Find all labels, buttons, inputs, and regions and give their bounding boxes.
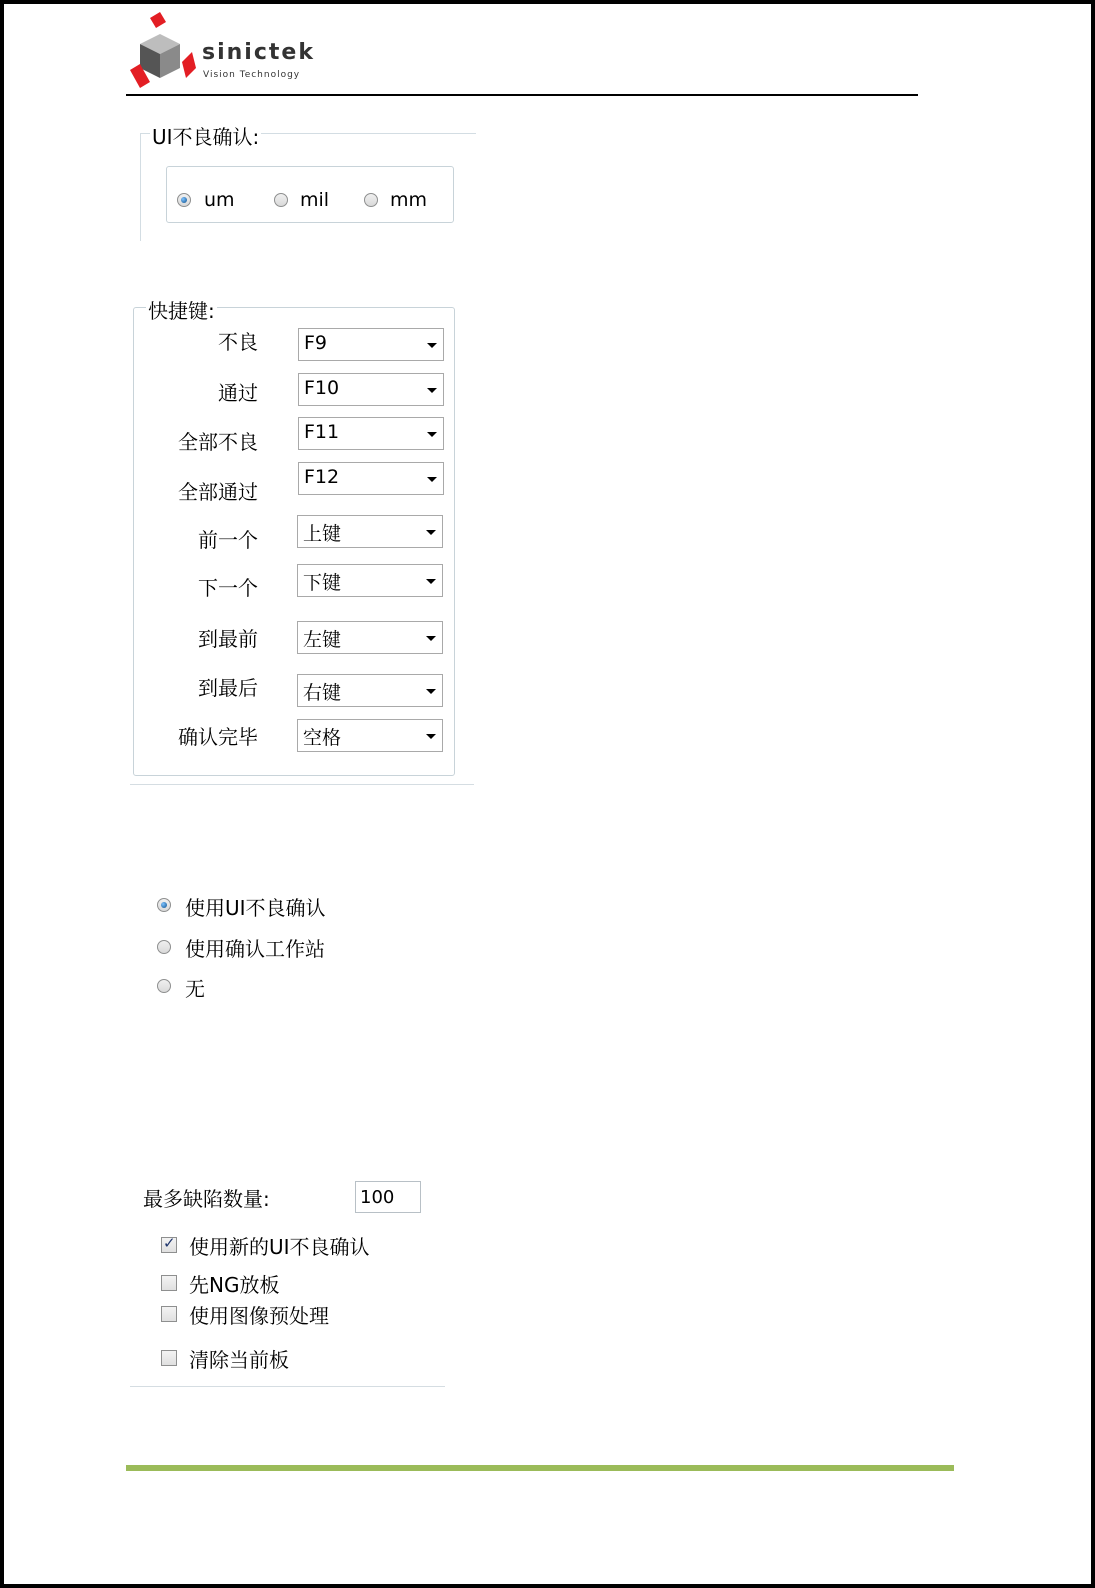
- chevron-down-icon: [427, 343, 437, 348]
- options-divider: [130, 1386, 445, 1387]
- chevron-down-icon: [426, 689, 436, 694]
- shortcut-ng-value: F9: [304, 332, 328, 354]
- mode-ui-confirm-radio[interactable]: [157, 898, 171, 912]
- shortcut-last-select[interactable]: [297, 674, 443, 707]
- chevron-down-icon: [427, 388, 437, 393]
- unit-mm-label: mm: [390, 189, 428, 211]
- max-defects-label: 最多缺陷数量:: [143, 1187, 270, 1211]
- chevron-down-icon: [427, 432, 437, 437]
- shortcut-first-select[interactable]: [297, 621, 443, 654]
- mode-ui-confirm-label: 使用UI不良确认: [185, 896, 326, 920]
- ng-release-first-label: 先NG放板: [189, 1273, 280, 1297]
- shortcut-all-pass-select[interactable]: [298, 462, 444, 495]
- shortcut-next-value: 下键: [303, 572, 342, 594]
- chevron-down-icon: [426, 636, 436, 641]
- clear-current-board-checkbox[interactable]: [161, 1350, 177, 1366]
- brand-name: sinictek: [202, 40, 315, 65]
- mode-none-radio[interactable]: [157, 979, 171, 993]
- shortcut-first-value: 左键: [303, 629, 342, 651]
- shortcut-label-last: 到最后: [198, 676, 258, 700]
- chevron-down-icon: [426, 734, 436, 739]
- use-new-ui-confirm-checkbox[interactable]: [161, 1237, 177, 1253]
- clear-current-board-label: 清除当前板: [189, 1348, 289, 1372]
- unit-mil-radio[interactable]: [274, 193, 288, 207]
- shortcut-label-next: 下一个: [198, 576, 258, 600]
- shortcut-all-ng-value: F11: [304, 421, 340, 443]
- shortcut-label-all-pass: 全部通过: [178, 480, 258, 504]
- shortcut-pass-select[interactable]: [298, 373, 444, 406]
- shortcut-label-pass: 通过: [218, 381, 258, 405]
- sinictek-logo: [130, 12, 315, 92]
- shortcut-label-all-ng: 全部不良: [178, 430, 258, 454]
- header-divider: [126, 94, 918, 96]
- shortcut-label-confirm: 确认完毕: [178, 725, 258, 749]
- mode-workstation-radio[interactable]: [157, 940, 171, 954]
- shortcut-label-ng: 不良: [218, 330, 258, 354]
- unit-mm-radio[interactable]: [364, 193, 378, 207]
- unit-mil-label: mil: [300, 189, 330, 211]
- shortcut-next-select[interactable]: [297, 564, 443, 597]
- shortcut-prev-select[interactable]: [297, 515, 443, 548]
- unit-um-radio[interactable]: [177, 193, 191, 207]
- ng-release-first-checkbox[interactable]: [161, 1275, 177, 1291]
- brand-tagline: Vision Technology: [203, 70, 301, 80]
- shortcuts-group-title: 快捷键:: [146, 295, 217, 324]
- shortcut-ng-select[interactable]: [298, 328, 444, 361]
- shortcut-last-value: 右键: [303, 682, 342, 704]
- chevron-down-icon: [426, 530, 436, 535]
- shortcut-prev-value: 上键: [303, 523, 342, 545]
- section-divider: [130, 784, 474, 785]
- mode-workstation-label: 使用确认工作站: [185, 937, 325, 961]
- chevron-down-icon: [427, 477, 437, 482]
- shortcut-pass-value: F10: [304, 377, 340, 399]
- unit-um-label: um: [204, 189, 235, 211]
- shortcut-confirm-value: 空格: [303, 727, 342, 749]
- shortcut-all-ng-select[interactable]: [298, 417, 444, 450]
- shortcut-confirm-select[interactable]: [297, 719, 443, 752]
- units-group-title: UI不良确认:: [150, 121, 261, 150]
- mode-none-label: 无: [185, 977, 205, 1001]
- cube-logo-icon: [130, 12, 200, 92]
- image-preprocess-label: 使用图像预处理: [189, 1304, 329, 1328]
- shortcut-label-prev: 前一个: [198, 528, 258, 552]
- footer-bar: [126, 1465, 954, 1471]
- image-preprocess-checkbox[interactable]: [161, 1306, 177, 1322]
- chevron-down-icon: [426, 579, 436, 584]
- max-defects-input[interactable]: 100: [355, 1181, 421, 1213]
- shortcut-label-first: 到最前: [198, 627, 258, 651]
- use-new-ui-confirm-label: 使用新的UI不良确认: [189, 1235, 370, 1259]
- shortcut-all-pass-value: F12: [304, 466, 340, 488]
